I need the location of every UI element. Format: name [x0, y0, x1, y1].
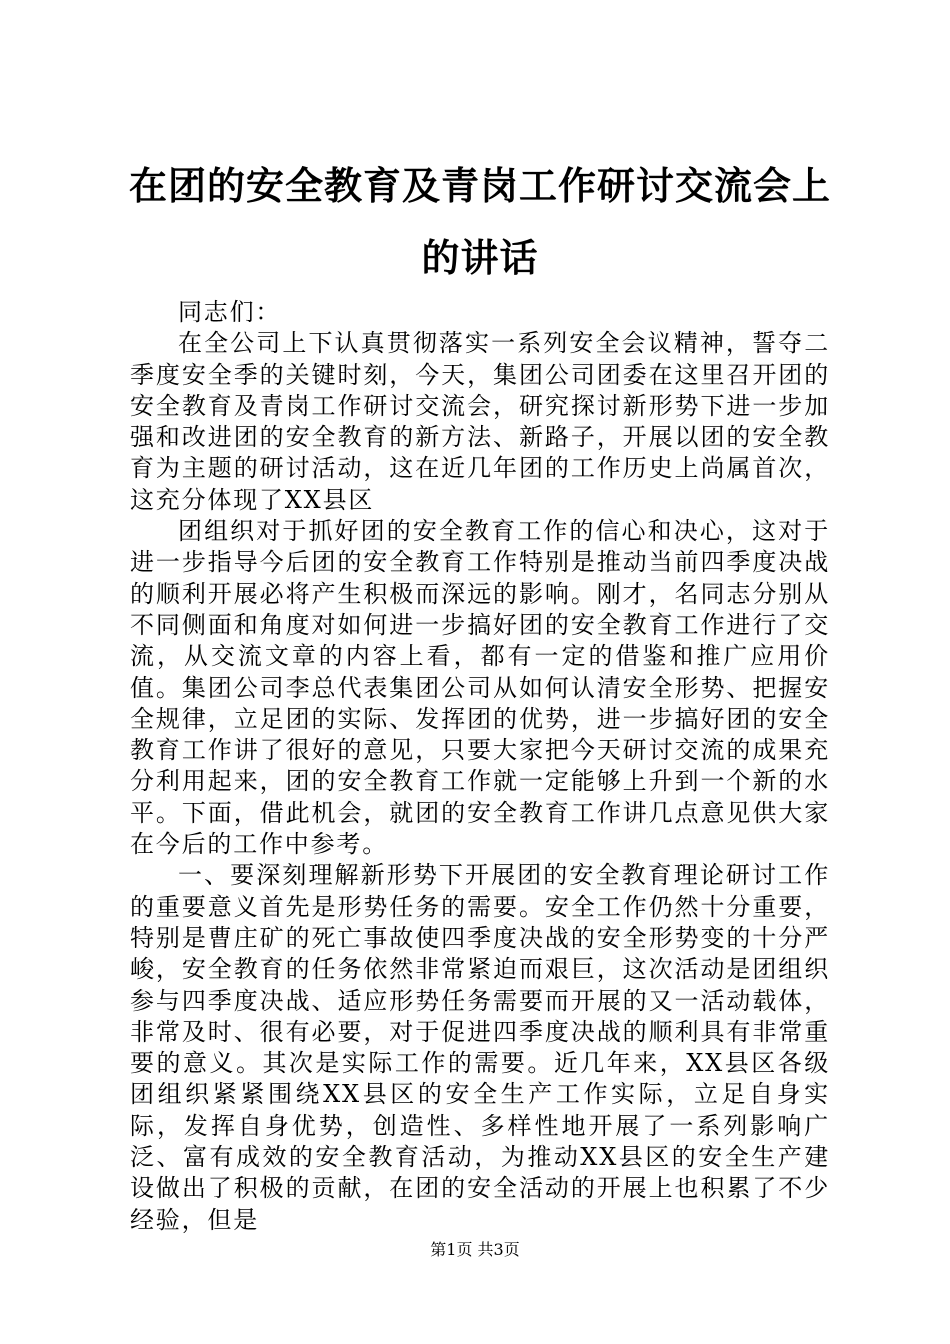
salutation-paragraph: 同志们：	[178, 298, 282, 326]
page-footer: 第1页 共3页	[430, 1240, 520, 1259]
body-paragraph: 一、要深刻理解新形势下开展团的安全教育理论研讨工作的重要意义首先是形势任务的需要。安全工作仍然十分重要，特别是曹庄矿的死亡事故使四季度决战的安全形势变的十分严峻，安全教育的任务依然非常紧迫而艰巨，这次活动是团组织参与四季度决战、适应形势任务需要而开展的又一活动载体，非常及时、很有必要，对于促进四季度决战的顺利具有非常重要的意义。其次是实际工作的需要。近几年来，XX县区各级团组织紧紧围绕XX县区的安全生产工作实际，立足自身实际，发挥自身优势，创造性、多样性地开展了一系列影响广泛、富有成效的安全教育活动，为推动XX县区的安全生产建设做出了积极的贡献，在团的安全活动的开展上也积累了不少经验，但是	[130, 861, 830, 1234]
body-paragraph: 在全公司上下认真贯彻落实一系列安全会议精神，誓夺二季度安全季的关键时刻，今天，集团公司团委在这里召开团的安全教育及青岗工作研讨交流会，研究探讨新形势下进一步加强和改进团的安全教育的新方法、新路子，开展以团的安全教育为主题的研讨活动，这在近几年团的工作历史上尚属首次，这充分体现了XX县区	[130, 329, 830, 514]
document-body	[130, 297, 830, 1236]
document-title: 在团的安全教育及青岗工作研讨交流会上的讲话	[128, 163, 831, 280]
body-paragraph: 团组织对于抓好团的安全教育工作的信心和决心，这对于进一步指导今后团的安全教育工作特别是推动当前四季度决战的顺利开展必将产生积极而深远的影响。刚才，名同志分别从不同侧面和角度对如何进一步搞好团的安全教育工作进行了交流，从交流文章的内容上看，都有一定的借鉴和推广应用价值。集团公司李总代表集团公司从如何认清安全形势、把握安全规律，立足团的实际、发挥团的优势，进一步搞好团的安全教育工作讲了很好的意见，只要大家把今天研讨交流的成果充分利用起来，团的安全教育工作就一定能够上升到一个新的水平。下面，借此机会，就团的安全教育工作讲几点意见供大家在今后的工作中参考。	[130, 517, 830, 859]
